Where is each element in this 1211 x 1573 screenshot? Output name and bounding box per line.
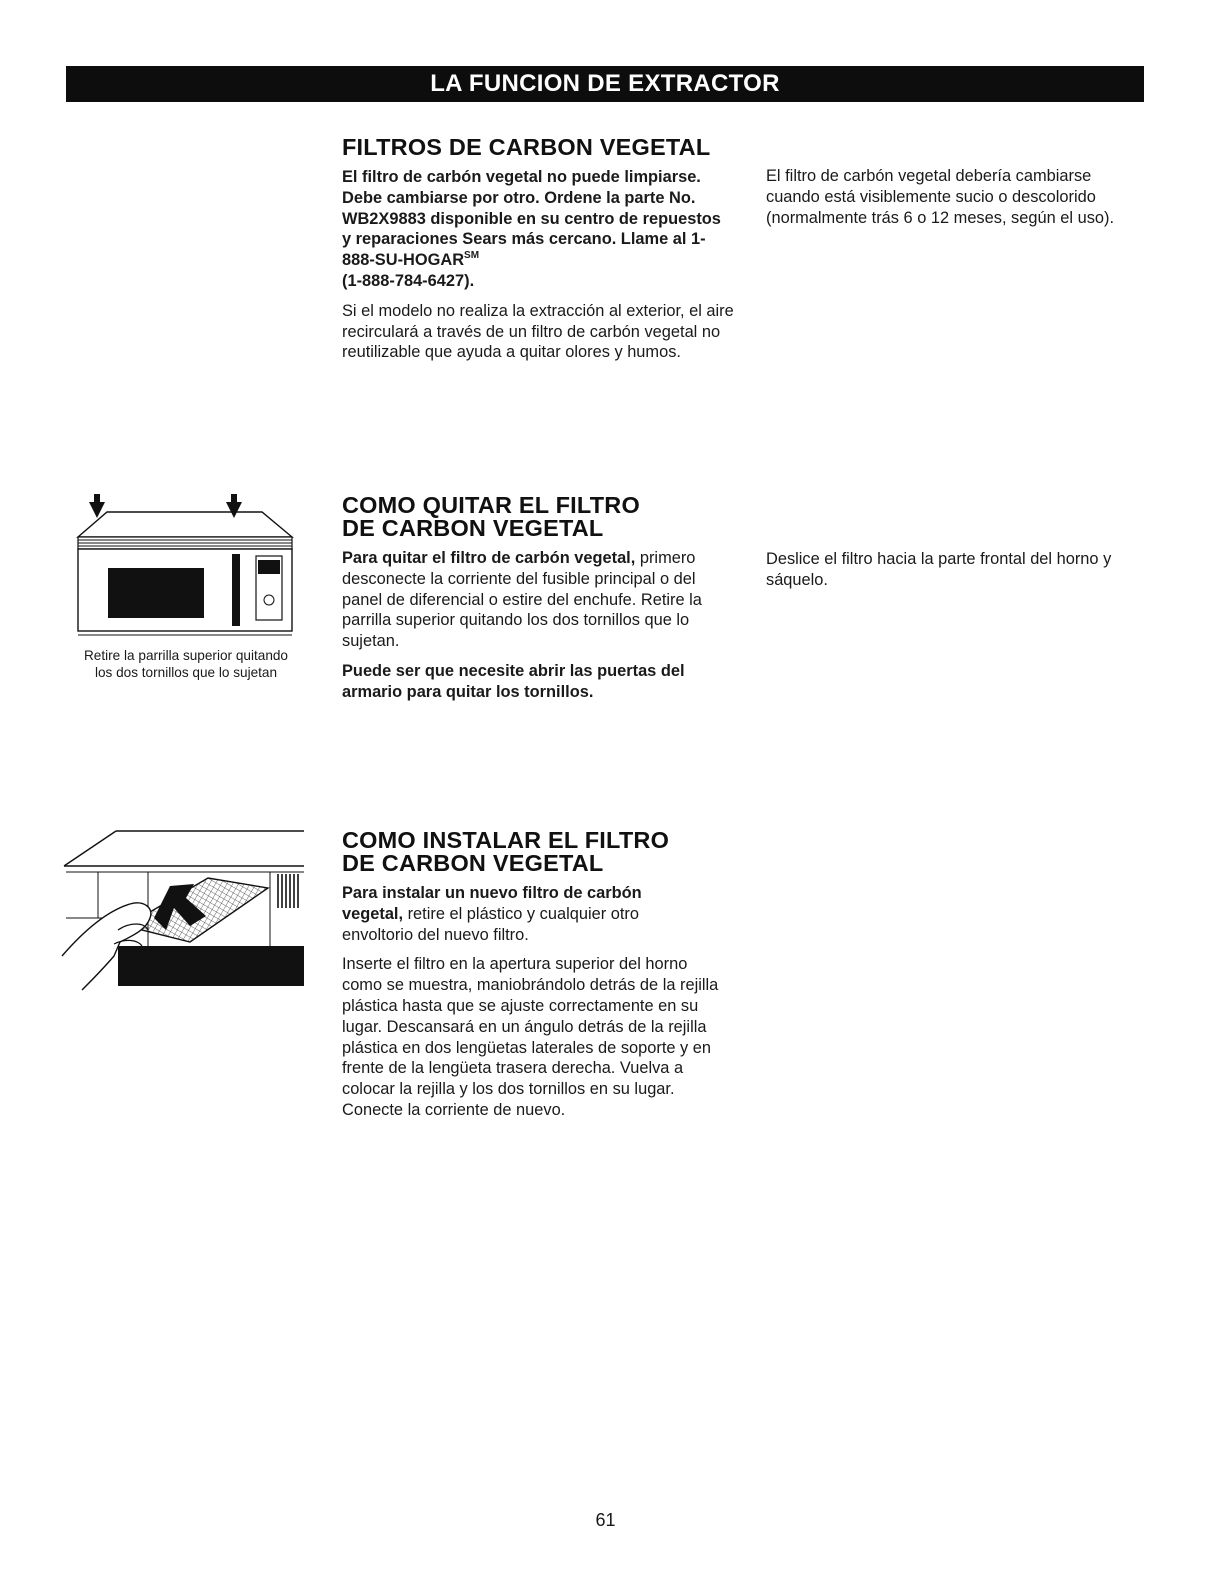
section-heading: COMO INSTALAR EL FILTRO DE CARBON VEGETAL bbox=[342, 827, 670, 876]
section-heading: FILTROS DE CARBON VEGETAL bbox=[342, 134, 711, 160]
figure-caption: Retire la parrilla superior quitando los dos tornillos que lo sujetan bbox=[83, 648, 288, 680]
cabinet-door-note: Puede ser que necesite abrir las puertas del armario para quitar los tornillos. bbox=[342, 661, 685, 701]
section-heading: COMO QUITAR EL FILTRO DE CARBON VEGETAL bbox=[342, 492, 640, 541]
replace-interval-text: El filtro de carbón vegetal debería cambiarse cuando está visiblemente sucio o descolorido (normalmente trás 6 o 12 meses, según el uso). bbox=[766, 167, 1115, 227]
page-number: 61 bbox=[595, 1510, 616, 1530]
section-charcoal-filters bbox=[342, 136, 734, 372]
section-remove-filter-right bbox=[766, 549, 1146, 600]
unwrap-instructions: Para instalar un nuevo filtro de carbón vegetal, retire el plástico y cualquier otro envoltorio del nuevo filtro. bbox=[342, 884, 642, 944]
page-banner: LA FUNCION DE EXTRACTOR bbox=[66, 66, 1144, 102]
section-remove-filter bbox=[342, 494, 734, 712]
section-install-filter bbox=[342, 829, 734, 1130]
slide-filter-text: Deslice el filtro hacia la parte frontal del horno y sáquelo. bbox=[766, 550, 1112, 589]
replacement-notice: El filtro de carbón vegetal no puede limpiarse. Debe cambiarse por otro. Ordene la parte No. WB2X9883 disponible en su centro de repuestos y reparaciones Sears más cercano. Llame al 1-888-SU-HOGAR℠ (1-888-784-6427). bbox=[342, 168, 721, 290]
service-mark: SM bbox=[464, 250, 480, 262]
microwave-grille-figure bbox=[62, 492, 298, 642]
insert-instructions: Inserte el filtro en la apertura superior del horno como se muestra, maniobrándolo detrás de la rejilla plástica hasta que se ajuste correctamente en su lugar. Descansará en un ángulo detrás de la rejilla plástica en dos lengüetas laterales de soporte y en frente de la lengüeta trasera derecha. Vuelva a colocar la rejilla y los dos tornillos en su lugar. Conecte la corriente de nuevo. bbox=[342, 955, 719, 1119]
recirculation-text: Si el modelo no realiza la extracción al exterior, el aire recirculará a través de un filtro de carbón vegetal no reutilizable que ayuda a quitar olores y humos. bbox=[342, 301, 734, 362]
remove-instructions: Para quitar el filtro de carbón vegetal, primero desconecte la corriente del fusible principal o del panel de diferencial o estire del enchufe. Retire la parrilla superior quitando los dos tornillos que lo sujetan. bbox=[342, 549, 702, 651]
install-filter-figure bbox=[58, 826, 306, 992]
section-charcoal-filters-right bbox=[766, 166, 1146, 237]
